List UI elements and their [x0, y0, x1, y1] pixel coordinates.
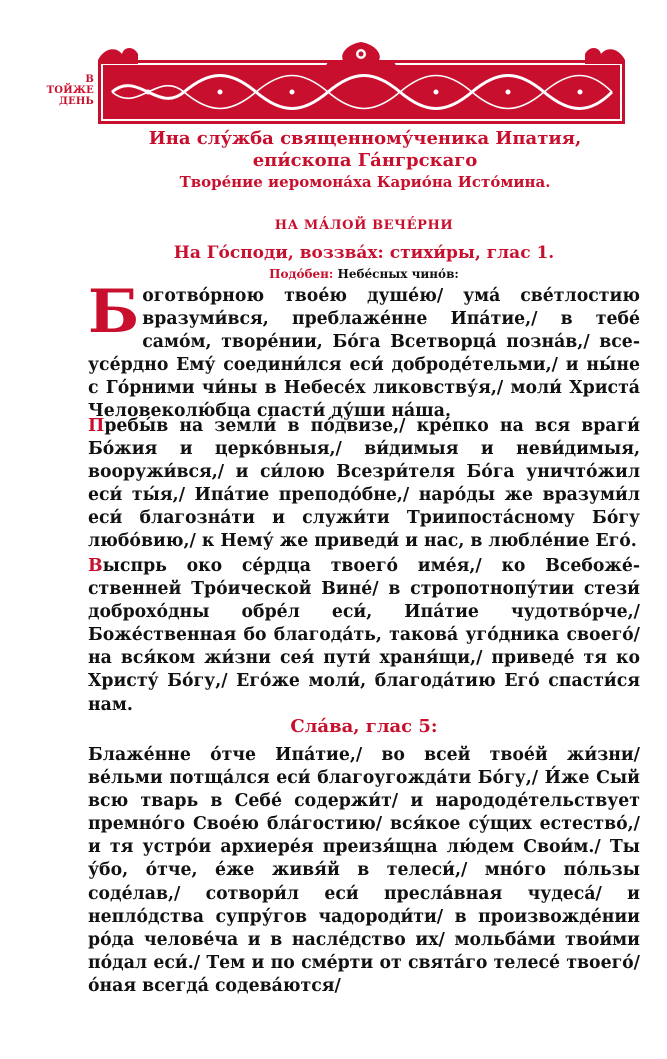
red-initial: П	[88, 416, 105, 436]
sticheron-text: лаже́нне о́тче Ипа́тие,/ во всей твое́й жи́зни/ ве́льми потща́лся еси́ благоугожда́ти Бо́гу,/ И́же Сый всю тварь в Себе́ содержи́т/ и народоде́тельствует премно́го Свое́ю бла́гостию/ вся́кое су́щих естество́,/ и тя устро́и архиере́я преизя́щна лю́дем Свои́м./ Ты у́бо, о́тче, е́же живя́й в телеси́,/ мно́го по́льзы соде́лав,/ сотвори́л еси́ пресла́вная чудеса́/ и непло́дства супру́гов чадороди́ти/ в произвожде́нии ро́да челове́ча и в насле́дство их/ мольба́ми твои́ми по́дал еси́./ Тем и по сме́рти от свята́го телесе́ твоего́/ о́ная всегда́ содева́ются/	[88, 745, 640, 996]
sticheron-text: ыспрь око се́рдца твоего́ име́я,/ ко Всебоже́ственней Тро́ической Вине́/ в стропотнопу́тии стези́ доброхо́дны обре́л еси́, Ипа́тие чудотво́рче,/ Боже́ственная бо благода́ть, такова́ уго́дника своего́/ на вся́ком жи́зни сея́ пути́ храня́щи,/ приведе́ тя ко Христу́ Бо́гу,/ Его́же моли́, благода́тию Его́ спасти́ся нам.	[88, 556, 640, 715]
sticheron-text: оготво́рною твое́ю душе́ю/ ума́ све́тлостию вразуми́вся, преблаже́нне Ипа́тие,/ в тебе́ само́м, творе́нии, Бо́га Всетворца́ позна́в,/ всеусе́рдно Ему́ соедини́лся еси́ доброде́тельми,/ и ны́не с Го́рними чи́ны в Небесе́х ликовству́я,/ моли́ Христа́ Человеколю́бца спасти́ ду́ши на́ша.	[88, 286, 640, 422]
drop-cap: Б	[88, 277, 140, 347]
header-ornament-border	[98, 40, 625, 124]
podoben-label: Подо́бен:	[269, 267, 334, 281]
stichera-tone: стихи́ры, глас 1.	[389, 243, 555, 263]
sticheron-1	[88, 277, 640, 424]
red-initial: Б	[88, 745, 103, 765]
service-title-block	[100, 128, 630, 192]
author-line: Творе́ние иеромона́ха Карио́на Исто́мина.	[179, 173, 551, 191]
podoben-line	[90, 267, 638, 281]
service-title: Ина слу́жба священному́ченика Ипатия,	[148, 128, 582, 149]
lord-cried-incipit: На Го́споди, воззва́х:	[173, 243, 384, 263]
sticheron-3	[88, 555, 640, 717]
sticheron-glory	[88, 744, 640, 998]
section-heading-vespers: НА МА́ЛОЙ ВЕЧЕ́РНИ	[274, 218, 454, 233]
podoben-model: Небе́сных чино́в:	[337, 267, 459, 281]
margin-note-line: ТОЙЖЕ	[46, 85, 94, 96]
glory-heading: Сла́ва, глас 5:	[290, 716, 438, 737]
lord-i-have-cried-heading	[90, 243, 638, 263]
service-title-line2: епи́скопа Га́нгрскаго	[252, 150, 478, 171]
sticheron-2	[88, 415, 640, 554]
sticheron-text: ребы́в на земли́ в по́двизе,/ кре́пко на вся враги́ Бо́жия и церко́вныя,/ ви́димыя и неви́димыя, вооружи́вся,/ и си́лою Всезри́теля Бо́га уничто́жил еси́ ты́я,/ Ипа́тие преподо́бне,/ наро́ды же вразуми́л еси́ благозна́ти и служи́ти Триипоста́сному Бо́гу любо́вию,/ к Нему́ же приведи́ и нас, в любле́ние Его́.	[88, 416, 640, 552]
margin-note-line: ДЕНЬ	[58, 96, 94, 107]
margin-note	[40, 74, 94, 107]
red-initial: В	[88, 556, 103, 576]
margin-note-line: В	[85, 74, 94, 85]
